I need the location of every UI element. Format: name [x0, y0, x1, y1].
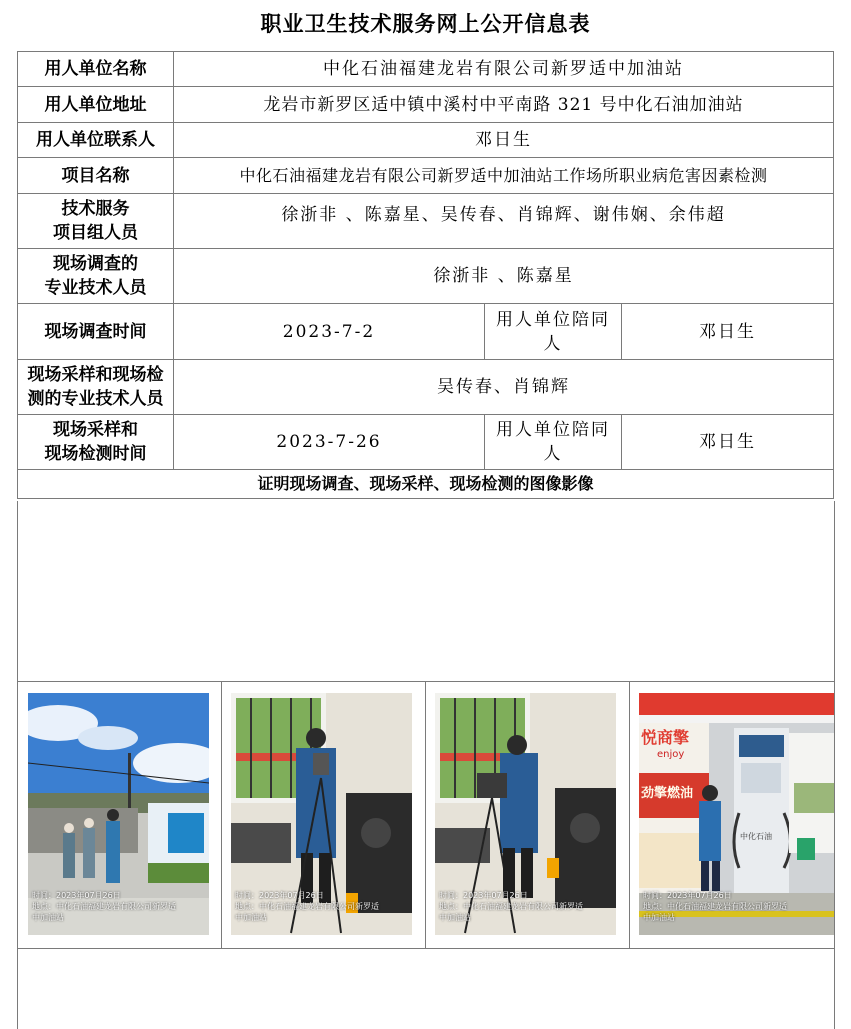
project-team-value: 徐浙非 、陈嘉星、吴传春、肖锦辉、谢伟娴、余伟超 [174, 194, 834, 249]
photo-2-stamp-time: 时间：2023年07月26日 [235, 891, 324, 900]
employer-contact-label: 用人单位联系人 [18, 123, 174, 158]
sampling-companion-label-line1: 用人单位陪同 [496, 420, 610, 440]
photo-2-stamp [235, 890, 379, 923]
photo-1-stamp-place-cont: 中加油站 [32, 913, 64, 922]
row-photos-caption [18, 470, 834, 499]
photo-1-stamp-place: 地点：中化石油福建龙岩有限公司新罗适 [32, 902, 176, 911]
survey-companion-label-line2: 人 [543, 333, 563, 354]
photo-4-stamp [643, 890, 787, 923]
site-photo-outdoor [28, 693, 209, 935]
employer-contact-value: 邓日生 [174, 123, 834, 158]
sampling-staff-value: 吴传春、肖锦辉 [174, 360, 834, 415]
photo-2-stamp-place-cont: 中加油站 [235, 913, 267, 922]
sign-fuel-text: 劲擎燃油 [641, 786, 694, 801]
sampling-time-label-line2: 现场检测时间 [44, 444, 147, 464]
info-table [17, 51, 834, 499]
survey-staff-label-line2: 专业技术人员 [44, 278, 147, 298]
row-employer-name [18, 52, 834, 87]
photo-4-stamp-time: 时间：2023年07月26日 [643, 891, 732, 900]
photo-cell-2 [221, 682, 426, 948]
sampling-time-label [18, 415, 174, 470]
photo-3-stamp-place: 地点：中化石油福建龙岩有限公司新罗适 [439, 902, 583, 911]
sampling-companion-label [485, 415, 622, 470]
photo-1-stamp-time: 时间：2023年07月26日 [32, 891, 121, 900]
row-employer-contact [18, 123, 834, 158]
pump-brand-text: 中化石油 [740, 832, 772, 841]
sign-enjoy-text: enjoy [657, 749, 685, 760]
photo-4-stamp-place-cont: 中加油站 [643, 913, 675, 922]
row-sampling-time [18, 415, 834, 470]
row-project-name [18, 158, 834, 194]
photo-cell-3 [425, 682, 630, 948]
row-survey-time [18, 304, 834, 360]
employer-name-value: 中化石油福建龙岩有限公司新罗适中加油站 [174, 52, 834, 87]
photo-cell-1 [18, 682, 222, 948]
survey-staff-label-line1: 现场调查的 [53, 254, 138, 274]
photo-2-stamp-place: 地点：中化石油福建龙岩有限公司新罗适 [235, 902, 379, 911]
survey-staff-value: 徐浙非 、陈嘉星 [174, 249, 834, 304]
photo-1-stamp [32, 890, 176, 923]
sampling-time-value: 2023-7-26 [174, 415, 485, 470]
survey-time-value: 2023-7-2 [174, 304, 485, 360]
project-team-label [18, 194, 174, 249]
sampling-staff-label-line2: 测的专业技术人员 [27, 389, 164, 409]
survey-time-label: 现场调查时间 [18, 304, 174, 360]
photo-3-stamp-place-cont: 中加油站 [439, 913, 471, 922]
project-team-label-line1: 技术服务 [61, 199, 130, 219]
employer-name-label: 用人单位名称 [18, 52, 174, 87]
photo-3-stamp-time: 时间：2023年07月26日 [439, 891, 528, 900]
photo-cell-4 [629, 682, 834, 948]
project-name-value: 中化石油福建龙岩有限公司新罗适中加油站工作场所职业病危害因素检测 [174, 158, 834, 194]
survey-companion-value: 邓日生 [622, 304, 834, 360]
sampling-time-label-line1: 现场采样和 [53, 420, 138, 440]
page-title: 职业卫生技术服务网上公开信息表 [260, 11, 591, 36]
sampling-companion-value: 邓日生 [622, 415, 834, 470]
site-photo-indoor-2 [435, 693, 616, 935]
project-name-label: 项目名称 [18, 158, 174, 194]
row-sampling-staff [18, 360, 834, 415]
site-photo-indoor-1 [231, 693, 412, 935]
photos-caption: 证明现场调查、现场采样、现场检测的图像影像 [18, 470, 834, 499]
row-employer-address [18, 87, 834, 123]
sampling-staff-label [18, 360, 174, 415]
sampling-staff-label-line1: 现场采样和现场检 [27, 365, 164, 385]
photo-3-stamp [439, 890, 583, 923]
site-photo-fuel-pump [639, 693, 834, 935]
sampling-companion-label-line2: 人 [543, 444, 563, 464]
survey-companion-label-line1: 用人单位陪同 [496, 309, 610, 330]
photo-area [17, 501, 835, 1029]
employer-address-value: 龙岩市新罗区适中镇中溪村中平南路 321 号中化石油加油站 [174, 87, 834, 123]
survey-staff-label [18, 249, 174, 304]
project-team-label-line2: 项目组人员 [53, 223, 138, 243]
row-project-team [18, 194, 834, 249]
sign-brand-text: 悦商擎 [641, 728, 690, 747]
row-survey-staff [18, 249, 834, 304]
photo-strip [18, 681, 834, 949]
photo-4-stamp-place: 地点：中化石油福建龙岩有限公司新罗适 [643, 902, 787, 911]
employer-address-label: 用人单位地址 [18, 87, 174, 123]
survey-companion-label [485, 304, 622, 360]
